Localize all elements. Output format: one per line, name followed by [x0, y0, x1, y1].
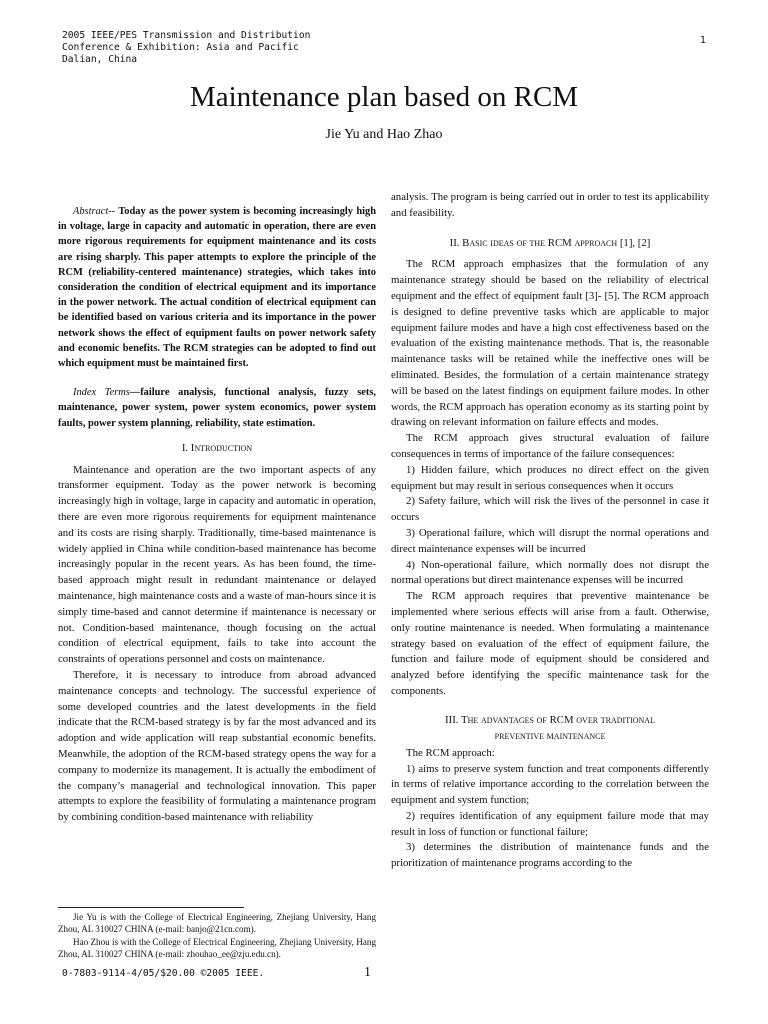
paragraph: The RCM approach emphasizes that the formulation of any maintenance strategy should be based on the reliability of electrical equipment and the effect of equipment fault [3]- [5]. The RCM approach is designed to define preventive tasks which are applicable to major equipment failure modes and have a high cost effectiveness based on the evaluation of the existing maintenance methods. That is, the reasonable maintenance tasks will be retained while the ineffective ones will be eliminated. Besides, the formulation of a certain maintenance strategy will be based on the latest findings on equipment failure modes. In other words, the RCM approach has operation economy as its starting point by drawing on relevant information on failure effects and modes.	[391, 258, 709, 429]
section-heading-basic-ideas: II. Basic ideas of the RCM approach [1], [2]	[449, 236, 651, 249]
list-item: 3) Operational failure, which will disrupt the normal operations and direct maintenance expenses will be incurred	[391, 526, 709, 555]
list-item: 2) requires identification of any equipment failure mode that may result in loss of function or functional failure;	[391, 809, 709, 838]
paragraph: analysis. The program is being carried out in order to test its applicability and feasibility.	[391, 191, 709, 219]
section-heading-advantages	[391, 712, 709, 744]
copyright-notice: 0-7803-9114-4/05/$20.00 ©2005 IEEE.	[62, 968, 265, 979]
section-heading-introduction: I. Introduction	[181, 441, 253, 454]
section-heading-line: III. The advantages of RCM over traditional	[445, 713, 655, 726]
list-item: 2) Safety failure, which will risk the lives of the personnel in case it occurs	[391, 495, 709, 524]
author-list: Jie Yu and Hao Zhao	[325, 127, 443, 142]
paragraph: The RCM approach gives structural evaluation of failure consequences in terms of importance of the failure consequences:	[391, 432, 709, 460]
paper-title: Maintenance plan based on RCM	[189, 81, 579, 113]
list-item: 1) aims to preserve system function and treat components differently in terms of relative importance according to the correlation between the equipment and system function;	[391, 762, 709, 807]
left-column	[58, 190, 376, 826]
right-column	[391, 190, 709, 872]
index-terms	[58, 385, 376, 431]
abstract	[58, 204, 376, 371]
index-terms-text: —failure analysis, functional analysis, fuzzy sets, maintenance, power system, power system economics, power system faults, power system planning, reliability, state estimation.	[58, 387, 376, 429]
footnote: Jie Yu is with the College of Electrical Engineering, Zhejiang University, Hang Zhou, AL 310027 CHINA (e-mail: banjo@21cn.com).	[58, 912, 376, 935]
list-item: 3) determines the distribution of maintenance funds and the prioritization of maintenance programs according to the	[391, 841, 709, 870]
paragraph: Maintenance and operation are the two important aspects of any transformer equipment. Today as the power network is becoming increasingly high in voltage, large in capacity and automatic in operation, there are even more rigorous requirements for equipment maintenance and its costs are rising sharply. Traditionally, time-based maintenance is widely applied in China while condition-based maintenance has become increasingly popular in the recent years. As has been found, the time-based approach might result in redundant maintenance or delayed maintenance, high maintenance costs and a waste of man-hours since it is simply time-based and cannot determine if maintenance is necessary or not. Condition-based maintenance, though focusing on the actual condition of electrical equipment, fails to take into account the constraints of operations personnel and costs on maintenance.	[58, 463, 376, 666]
section-heading-line: preventive maintenance	[494, 729, 606, 742]
footnotes	[58, 911, 376, 961]
page-number: 1	[700, 35, 706, 46]
footnote-divider	[58, 907, 244, 908]
paragraph: Therefore, it is necessary to introduce from abroad advanced maintenance concepts and technology. The successful experience of some developed countries and the latest developments in the field indicate that the RCM-based strategy is by far the most advanced and its adoption and wide application will reap substantial economic benefits. Meanwhile, the adoption of the RCM-based strategy opens the way for a company to modernize its management. It is actually the embodiment of the company’s managerial and technological innovation. This paper attempts to explore the feasibility of formulating a maintenance program by combining condition-based maintenance with reliability	[58, 669, 376, 824]
paragraph: The RCM approach:	[406, 746, 495, 759]
footnote: Hao Zhou is with the College of Electrical Engineering, Zhejiang University, Hang Zhou, AL 310027 CHINA (e-mail: zhouhao_ee@zju.edu.cn).	[58, 936, 376, 960]
paragraph: The RCM approach requires that preventive maintenance be implemented where serious effects will arise from a fault. Otherwise, only routine maintenance is needed. When formulating a maintenance strategy based on evaluation of the effect of equipment failure, the function and failure mode of equipment should be considered and analyzed before identifying the specific maintenance task for the components.	[391, 590, 709, 697]
list-item: 4) Non-operational failure, which normally does not disrupt the normal operations but direct maintenance expenses will be incurred	[391, 558, 709, 587]
footer-page-number: 1	[364, 965, 371, 980]
list-item: 1) Hidden failure, which produces no direct effect on the given equipment but may result in serious consequences when it occurs	[391, 463, 709, 492]
conference-header: 2005 IEEE/PES Transmission and Distribution Conference & Exhibition: Asia and Pacific Dalian, China	[62, 30, 311, 65]
abstract-label: Abstract--	[73, 206, 116, 217]
index-terms-label: Index Terms	[73, 387, 130, 399]
abstract-text: Today as the power system is becoming increasingly high in voltage, large in capacity and automatic in operation, there are even more rigorous requirements for equipment maintenance and its costs are rising sharply. This paper attempts to explore the principle of the RCM (reliability-centered maintenance) strategies, which takes into consideration the condition of electrical equipment and its importance in the power network. The actual condition of electrical equipment can be identified based on various criteria and its importance in the power network shows the effect of equipment faults on power network safety and economic benefits. The RCM strategies can be adopted to find out which equipment must be maintained first.	[58, 206, 376, 370]
